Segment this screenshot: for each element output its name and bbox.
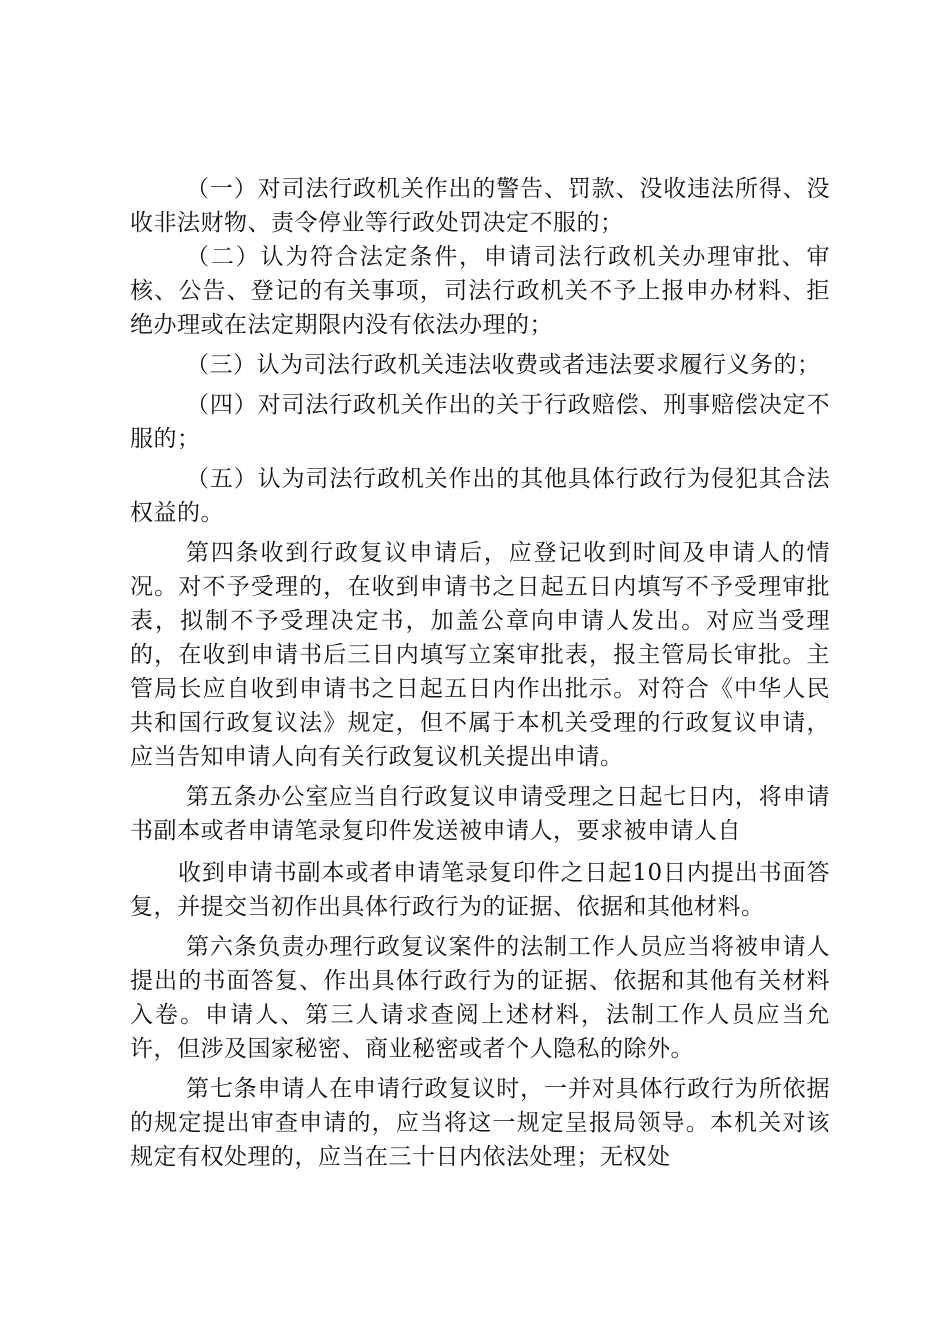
document-body: [130, 172, 830, 1174]
paragraph-article-7: 第七条申请人在申请行政复议时，一并对具体行政行为所依据的规定提出审查申请的，应当将这一规定呈报局领导。本机关对该规定有权处理的，应当在三十日内依法处理；无权处: [130, 1076, 830, 1170]
paragraph-item-3: （三）认为司法行政机关违法收费或者违法要求履行义务的；: [186, 352, 821, 378]
paragraph-item-4: （四）对司法行政机关作出的关于行政赔偿、刑事赔偿决定不服的；: [130, 392, 830, 452]
paragraph-article-4: 第四条收到行政复议申请后，应登记收到时间及申请人的情况。对不予受理的，在收到申请书之日起五日内填写不予受理审批表，拟制不予受理决定书，加盖公章向申请人发出。对应当受理的，在收到申请书后三日内填写立案审批表，报主管局长审批。主管局长应自收到申请书之日起五日内作出批示。对符合《中华人民共和国行政复议法》规定，但不属于本机关受理的行政复议申请，应当告知申请人向有关行政复议机关提出申请。: [130, 540, 830, 770]
paragraph-item-5: （五）认为司法行政机关作出的其他具体行政行为侵犯其合法权益的。: [130, 466, 830, 526]
paragraph-article-5-continued: 收到申请书副本或者申请笔录复印件之日起10日内提出书面答复，并提交当初作出具体行政行为的证据、依据和其他材料。: [130, 860, 830, 920]
paragraph-item-1: （一）对司法行政机关作出的警告、罚款、没收违法所得、没收非法财物、责令停业等行政处罚决定不服的；: [130, 176, 830, 236]
paragraph-article-5: 第五条办公室应当自行政复议申请受理之日起七日内，将申请书副本或者申请笔录复印件发送被申请人，要求被申请人自: [130, 784, 830, 844]
paragraph-item-2: （二）认为符合法定条件，申请司法行政机关办理审批、审核、公告、登记的有关事项，司法行政机关不予上报申办材料、拒绝办理或在法定期限内没有依法办理的；: [130, 244, 830, 338]
paragraph-article-6: 第六条负责办理行政复议案件的法制工作人员应当将被申请人提出的书面答复、作出具体行政行为的证据、依据和其他有关材料入卷。申请人、第三人请求查阅上述材料，法制工作人员应当允许，但涉及国家秘密、商业秘密或者个人隐私的除外。: [130, 934, 830, 1062]
